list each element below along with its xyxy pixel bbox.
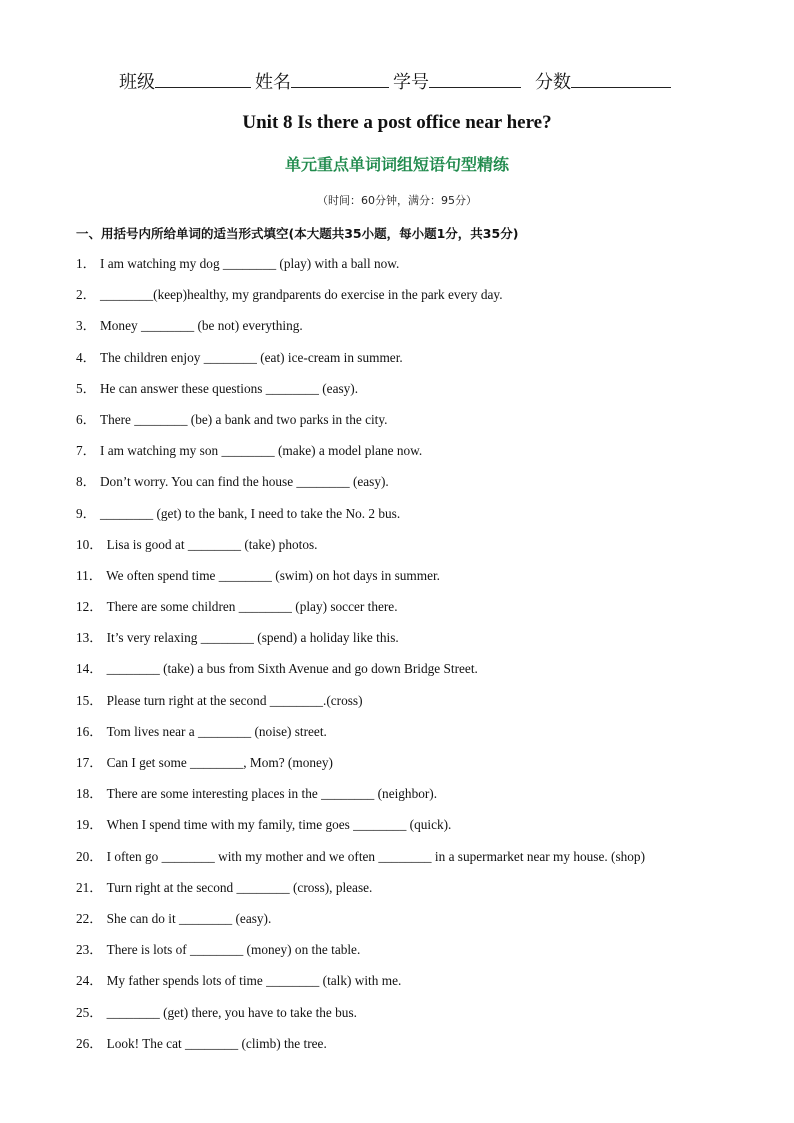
question-item	[76, 815, 756, 846]
question-number: 23．	[76, 942, 103, 958]
question-text: I often go ________ with my mother and we often ________ in a supermarket near my house. (shop)	[106, 848, 646, 864]
question-text: ________ (get) there, you have to take the bus.	[106, 1004, 357, 1020]
question-number: 2．	[76, 287, 96, 303]
question-text: ________ (take) a bus from Sixth Avenue and go down Bridge Street.	[106, 661, 478, 677]
question-text: Look! The cat ________ (climb) the tree.	[106, 1035, 327, 1051]
question-item	[76, 659, 756, 690]
question-text: My father spends lots of time ________ (talk) with me.	[106, 973, 402, 989]
student-id-blank[interactable]	[429, 69, 521, 88]
question-number: 11．	[76, 567, 103, 583]
question-number: 15．	[76, 692, 103, 708]
question-item	[76, 971, 756, 1002]
question-text: Don’t worry. You can find the house ________ (easy).	[99, 474, 389, 490]
question-number: 6．	[76, 411, 96, 427]
question-text: The children enjoy ________ (eat) ice-cream in summer.	[99, 349, 403, 365]
question-item	[76, 628, 756, 659]
question-number: 13．	[76, 630, 103, 646]
question-item	[76, 566, 756, 597]
question-item	[76, 753, 756, 784]
exam-info: （时间：60分钟，满分：95分）	[317, 194, 477, 207]
score-field[interactable]	[535, 68, 675, 94]
question-text: Lisa is good at ________ (take) photos.	[106, 536, 318, 552]
question-text: I am watching my son ________ (make) a model plane now.	[99, 443, 423, 459]
question-item	[76, 535, 756, 566]
question-number: 18．	[76, 786, 103, 802]
class-blank[interactable]	[155, 69, 251, 88]
question-text: Turn right at the second ________ (cross), please.	[106, 879, 373, 895]
name-blank[interactable]	[291, 69, 389, 88]
question-number: 5．	[76, 380, 96, 396]
question-item	[76, 316, 756, 347]
question-item	[76, 1003, 756, 1034]
question-item	[76, 878, 756, 909]
question-text: There is lots of ________ (money) on the table.	[106, 942, 361, 958]
question-number: 16．	[76, 723, 103, 739]
question-item	[76, 285, 756, 316]
question-text: ________ (get) to the bank, I need to take the No. 2 bus.	[99, 505, 401, 521]
question-text: ________(keep)healthy, my grandparents do exercise in the park every day.	[99, 287, 503, 303]
question-number: 26．	[76, 1035, 103, 1051]
question-number: 14．	[76, 661, 103, 677]
question-number: 12．	[76, 599, 103, 615]
question-number: 25．	[76, 1004, 103, 1020]
question-number: 8．	[76, 474, 96, 490]
question-text: She can do it ________ (easy).	[106, 910, 272, 926]
question-number: 24．	[76, 973, 103, 989]
question-text: There are some interesting places in the ________ (neighbor).	[106, 786, 438, 802]
question-number: 17．	[76, 755, 103, 770]
question-item	[76, 410, 756, 441]
class-field[interactable]	[119, 68, 255, 94]
section-heading: 一、用括号内所给单词的适当形式填空(本大题共35小题，每小题1分，共35分)	[76, 226, 519, 241]
question-item	[76, 691, 756, 722]
page-subtitle: 单元重点单词词组短语句型精练	[284, 155, 509, 174]
question-item	[76, 847, 756, 878]
question-number: 4．	[76, 349, 96, 365]
question-text: It’s very relaxing ________ (spend) a holiday like this.	[106, 630, 399, 646]
name-field[interactable]	[255, 68, 393, 94]
score-label: 分数	[535, 72, 571, 93]
question-item	[76, 379, 756, 410]
question-text: We often spend time ________ (swim) on hot days in summer.	[106, 567, 441, 583]
question-item	[76, 1034, 756, 1065]
question-text: I am watching my dog ________ (play) with a ball now.	[99, 256, 400, 271]
question-text: He can answer these questions ________ (easy).	[99, 380, 359, 396]
question-text: Money ________ (be not) everything.	[99, 318, 303, 334]
question-text: Please turn right at the second ________.(cross)	[106, 692, 363, 708]
question-item	[76, 940, 756, 971]
question-text: Tom lives near a ________ (noise) street.	[106, 723, 327, 739]
question-item	[76, 441, 756, 472]
class-label: 班级	[119, 72, 155, 93]
question-number: 22．	[76, 910, 103, 926]
question-number: 21．	[76, 879, 103, 895]
question-item	[76, 254, 756, 285]
question-item	[76, 472, 756, 503]
question-number: 19．	[76, 817, 103, 833]
question-text: Can I get some ________, Mom? (money)	[106, 755, 333, 770]
student-info-line	[0, 68, 794, 94]
score-blank[interactable]	[571, 69, 671, 88]
question-text: When I spend time with my family, time goes ________ (quick).	[106, 817, 452, 833]
question-number: 3．	[76, 318, 96, 334]
question-item	[76, 348, 756, 379]
name-label: 姓名	[255, 72, 291, 93]
question-text: There ________ (be) a bank and two parks in the city.	[99, 411, 388, 427]
question-item	[76, 909, 756, 940]
question-number: 10．	[76, 536, 103, 552]
question-item	[76, 597, 756, 628]
question-number: 20．	[76, 848, 103, 864]
question-item	[76, 784, 756, 815]
question-number: 7．	[76, 443, 96, 459]
page-title: Unit 8 Is there a post office near here?	[242, 112, 552, 133]
student-id-label: 学号	[393, 72, 429, 93]
question-list	[76, 254, 756, 1065]
question-item	[76, 504, 756, 535]
question-text: There are some children ________ (play) soccer there.	[106, 599, 398, 615]
question-number: 1．	[76, 256, 96, 271]
student-id-field[interactable]	[393, 68, 535, 94]
question-number: 9．	[76, 505, 96, 521]
question-item	[76, 722, 756, 753]
